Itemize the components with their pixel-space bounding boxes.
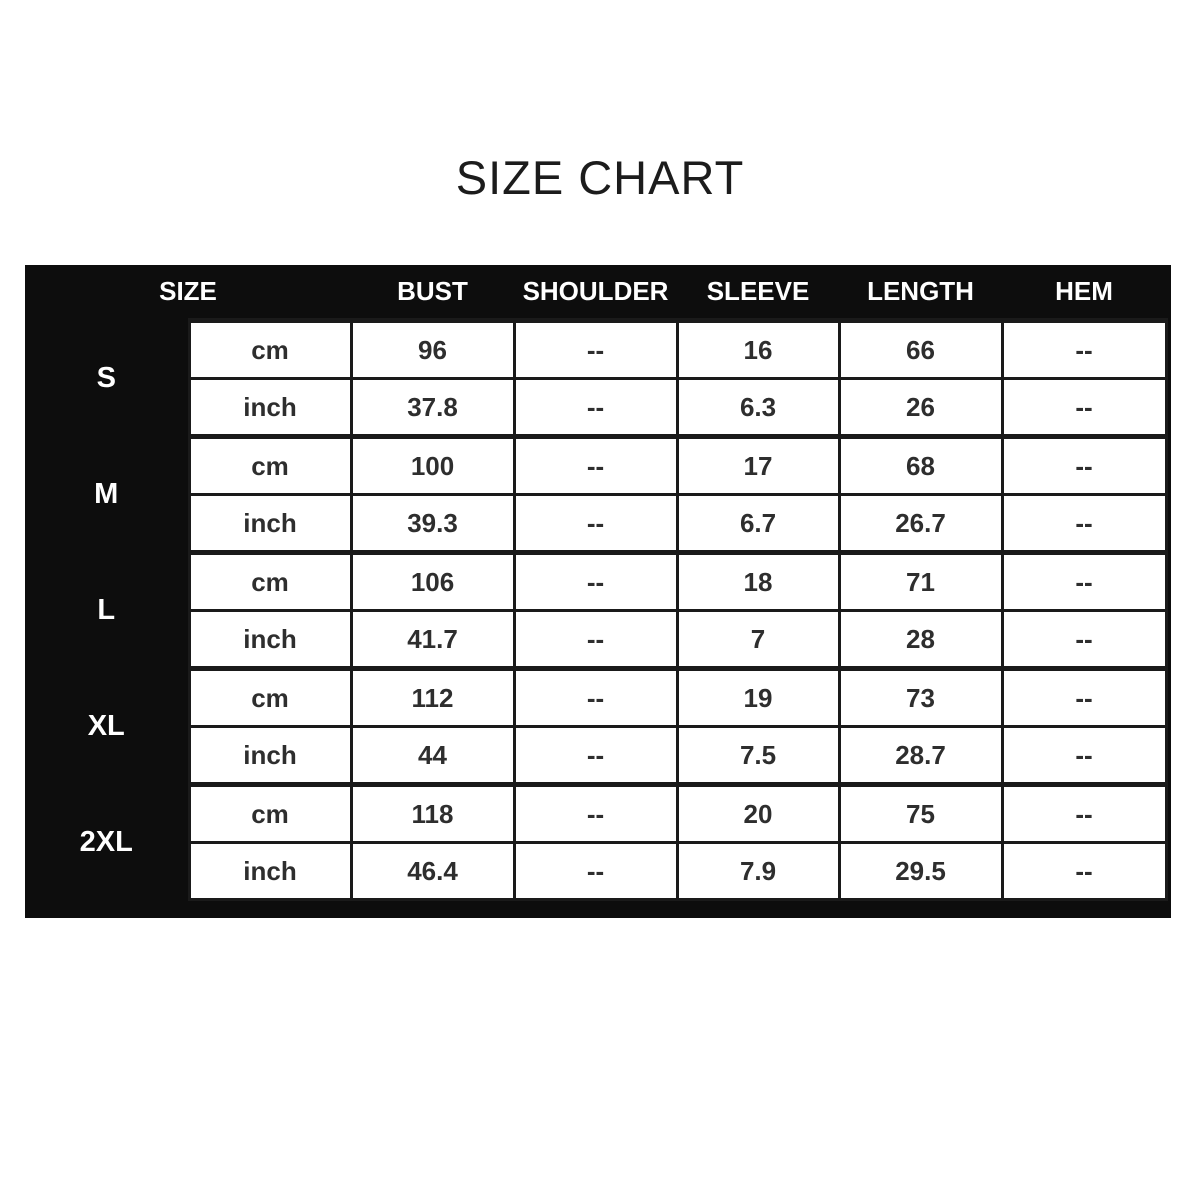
column-header-length: LENGTH <box>867 276 974 306</box>
column-header-hem: HEM <box>1055 276 1113 306</box>
value-cell: -- <box>1002 611 1166 669</box>
column-header-bust: BUST <box>397 276 468 306</box>
value-cell: -- <box>514 321 677 379</box>
value-cell: 37.8 <box>351 379 514 437</box>
value-cell: 75 <box>839 785 1002 843</box>
value-cell: -- <box>1002 553 1166 611</box>
value-cell: -- <box>514 843 677 900</box>
column-header-shoulder: SHOULDER <box>522 276 669 306</box>
unit-cell: cm <box>189 321 351 379</box>
size-row-2xl-cm <box>25 785 1166 843</box>
value-cell: 41.7 <box>351 611 514 669</box>
value-cell: -- <box>1002 437 1166 495</box>
size-chart-frame <box>25 265 1171 944</box>
size-label-2xl: 2XL <box>79 825 133 858</box>
value-cell: 68 <box>839 437 1002 495</box>
value-cell: -- <box>1002 669 1166 727</box>
unit-cell: inch <box>189 379 351 437</box>
value-cell: 17 <box>677 437 839 495</box>
size-chart-table <box>25 265 1168 957</box>
size-label-s: S <box>96 362 116 394</box>
value-cell: 73 <box>839 669 1002 727</box>
size-row-s-inch <box>25 379 1166 437</box>
unit-cell: inch <box>189 843 351 900</box>
value-cell: 46.4 <box>351 843 514 900</box>
value-cell: 18 <box>677 553 839 611</box>
unit-cell: cm <box>189 669 351 727</box>
value-cell: 26 <box>839 379 1002 437</box>
value-cell: 118 <box>351 785 514 843</box>
value-cell: -- <box>514 611 677 669</box>
measurement-note: Manual Measurement error 2-4cm <box>380 913 811 944</box>
value-cell: -- <box>514 669 677 727</box>
size-label-xl: XL <box>87 710 125 742</box>
value-cell: 26.7 <box>839 495 1002 553</box>
value-cell: 28.7 <box>839 727 1002 785</box>
value-cell: -- <box>1002 495 1166 553</box>
value-cell: -- <box>514 495 677 553</box>
value-cell: 7 <box>677 611 839 669</box>
value-cell: 6.3 <box>677 379 839 437</box>
size-row-m-inch <box>25 495 1166 553</box>
page-title: SIZE CHART <box>455 151 745 204</box>
footer-row <box>25 900 1166 958</box>
value-cell: 71 <box>839 553 1002 611</box>
value-cell: 28 <box>839 611 1002 669</box>
size-row-xl-inch <box>25 727 1166 785</box>
unit-cell: inch <box>189 495 351 553</box>
unit-cell: inch <box>189 611 351 669</box>
value-cell: 20 <box>677 785 839 843</box>
value-cell: 66 <box>839 321 1002 379</box>
value-cell: 6.7 <box>677 495 839 553</box>
value-cell: -- <box>1002 785 1166 843</box>
value-cell: -- <box>514 785 677 843</box>
size-row-l-cm <box>25 553 1166 611</box>
value-cell: -- <box>514 727 677 785</box>
value-cell: 19 <box>677 669 839 727</box>
unit-cell: cm <box>189 553 351 611</box>
size-row-s-cm <box>25 321 1166 379</box>
value-cell: -- <box>514 379 677 437</box>
unit-cell: cm <box>189 785 351 843</box>
value-cell: 39.3 <box>351 495 514 553</box>
value-cell: -- <box>514 437 677 495</box>
header-row <box>25 265 1166 321</box>
value-cell: -- <box>1002 727 1166 785</box>
table-body <box>25 321 1166 900</box>
value-cell: 16 <box>677 321 839 379</box>
column-header-size: SIZE <box>159 276 217 306</box>
value-cell: 29.5 <box>839 843 1002 900</box>
size-row-2xl-inch <box>25 843 1166 900</box>
value-cell: -- <box>1002 321 1166 379</box>
size-row-l-inch <box>25 611 1166 669</box>
value-cell: 106 <box>351 553 514 611</box>
value-cell: 112 <box>351 669 514 727</box>
value-cell: -- <box>1002 379 1166 437</box>
unit-cell: cm <box>189 437 351 495</box>
value-cell: 100 <box>351 437 514 495</box>
unit-cell: inch <box>189 727 351 785</box>
value-cell: 44 <box>351 727 514 785</box>
value-cell: 7.9 <box>677 843 839 900</box>
value-cell: -- <box>1002 843 1166 900</box>
value-cell: -- <box>514 553 677 611</box>
size-row-xl-cm <box>25 669 1166 727</box>
size-label-l: L <box>97 594 116 626</box>
value-cell: 96 <box>351 321 514 379</box>
size-row-m-cm <box>25 437 1166 495</box>
value-cell: 7.5 <box>677 727 839 785</box>
column-header-sleeve: SLEEVE <box>706 276 810 306</box>
size-label-m: M <box>94 478 119 510</box>
